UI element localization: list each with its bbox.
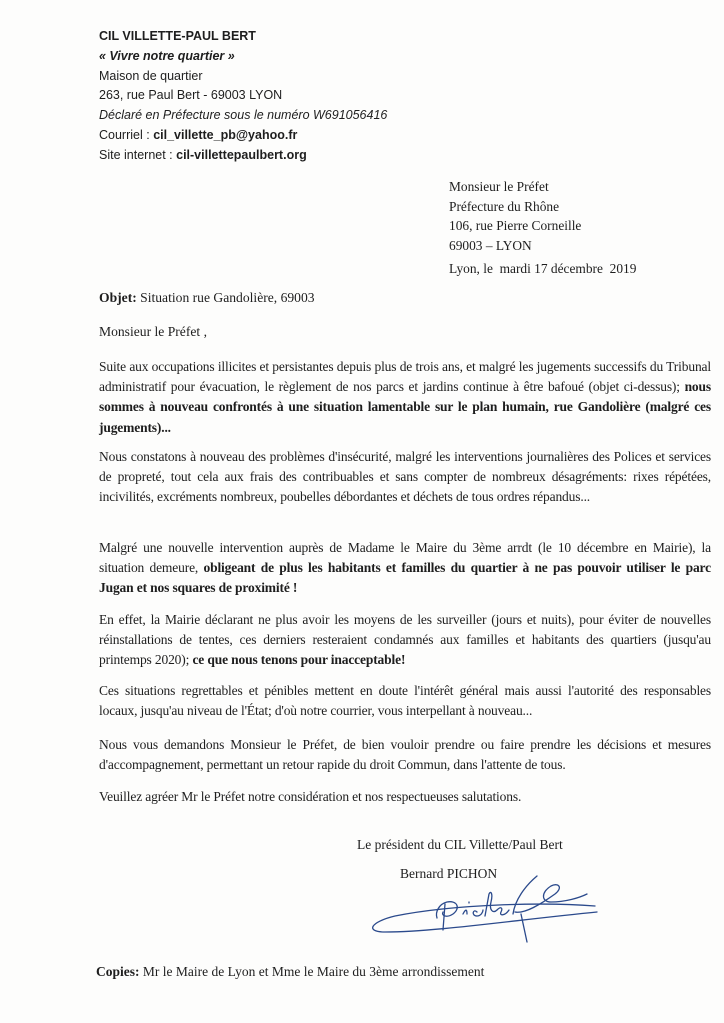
signature-sweep-stroke [373, 904, 597, 932]
copies-line [96, 964, 484, 980]
paragraph-text: Suite aux occupations illicites et persistantes depuis plus de trois ans, et malgré les jugements successifs du Tribunal administratif pour évacuation, le règlement de nos parcs et jardins continue à être bafoué (objet ci-dessus); [99, 359, 711, 395]
copies-text: Mr le Maire de Lyon et Mme le Maire du 3ème arrondissement [139, 964, 485, 979]
copies-label: Copies: [96, 964, 140, 979]
subject-label: Objet: [99, 290, 137, 305]
paragraph-text: Veuillez agréer Mr le Préfet notre considération et nos respectueuses salutations. [99, 789, 522, 804]
signature-letters-stroke [463, 892, 509, 916]
body-paragraph [99, 538, 711, 599]
organization-website-line [99, 146, 387, 166]
letter-date: Lyon, le mardi 17 décembre 2019 [449, 261, 637, 276]
body-paragraph [99, 357, 711, 438]
paragraph-emphasis: ce que nous tenons pour inacceptable! [192, 652, 406, 668]
handwritten-signature [365, 868, 605, 948]
paragraph-text: Nous vous demandons Monsieur le Préfet, de bien vouloir prendre ou faire prendre les décisions et mesures d'accompagnement, permettant un retour rapide du droit Commun, dans l'attente de tous. [99, 737, 711, 773]
subject-line [99, 290, 315, 306]
body-paragraph [99, 610, 711, 671]
subject-text: Situation rue Gandolière, 69003 [136, 290, 315, 305]
salutation: Monsieur le Préfet , [99, 324, 207, 339]
paragraph-text: Ces situations regrettables et pénibles mettent en doute l'intérêt général mais aussi l'autorité des responsables locaux, jusqu'au niveau de l'État; d'où notre courrier, vous interpellant à nouveau... [99, 683, 711, 719]
body-paragraph [99, 447, 711, 508]
signature-letter-p-stroke [436, 902, 457, 930]
organization-registration: Déclaré en Préfecture sous le numéro W691056416 [99, 108, 388, 123]
website-label: Site internet : [99, 147, 177, 162]
closing-title: Le président du CIL Villette/Paul Bert [357, 837, 563, 852]
paragraph-emphasis: obligeant de plus les habitants et familles du quartier à ne pas pouvoir utiliser le parc Jugan et nos squares de proximité ! [99, 560, 712, 596]
organization-address: 263, rue Paul Bert - 69003 LYON [99, 88, 283, 103]
paragraph-emphasis: nous sommes à nouveau confrontés à une situation lamentable sur le plan humain, rue Gandolière (malgré ces jugements)... [99, 379, 711, 435]
body-paragraph [99, 681, 711, 721]
recipient-line: 106, rue Pierre Corneille [449, 218, 582, 233]
recipient-line: Monsieur le Préfet [449, 179, 549, 194]
website-address: cil-villettepaulbert.org [176, 147, 307, 162]
paragraph-text: Malgré une nouvelle intervention auprès de Madame le Maire du 3ème arrdt (le 10 décembre en Mairie), la situation demeure, [99, 540, 711, 576]
organization-name: CIL VILLETTE-PAUL BERT [99, 29, 256, 43]
body-paragraph [99, 787, 711, 807]
letterhead [99, 27, 387, 166]
signer-name: Bernard PICHON [400, 866, 498, 881]
paragraph-text: Nous constatons à nouveau des problèmes d'insécurité, malgré les interventions journalières des Polices et services de propreté, tout cela aux frais des contribuables et sans compter de nombreux désagréments: rixes répétées, incivilités, excréments nombreux, poubelles débordantes et déchets de tous ordres répandus... [99, 449, 711, 505]
paragraph-text: En effet, la Mairie déclarant ne plus avoir les moyens de les surveiller (jours et nuits), pour éviter de nouvelles réinstallations de tentes, ces derniers resteraient condamnés aux familles et habitants des quartiers (jusqu'au printemps 2020); [99, 612, 711, 668]
signature-flourish-stroke [513, 876, 587, 942]
recipient-line: 69003 – LYON [449, 237, 532, 253]
body-paragraph [99, 735, 711, 775]
email-address: cil_villette_pb@yahoo.fr [153, 127, 298, 142]
organization-email-line [99, 126, 387, 146]
recipient-line: Préfecture du Rhône [449, 198, 560, 214]
recipient-block [449, 177, 581, 255]
organization-building: Maison de quartier [99, 68, 203, 83]
organization-motto: « Vivre notre quartier » [99, 48, 235, 63]
email-label: Courriel : [99, 127, 154, 142]
